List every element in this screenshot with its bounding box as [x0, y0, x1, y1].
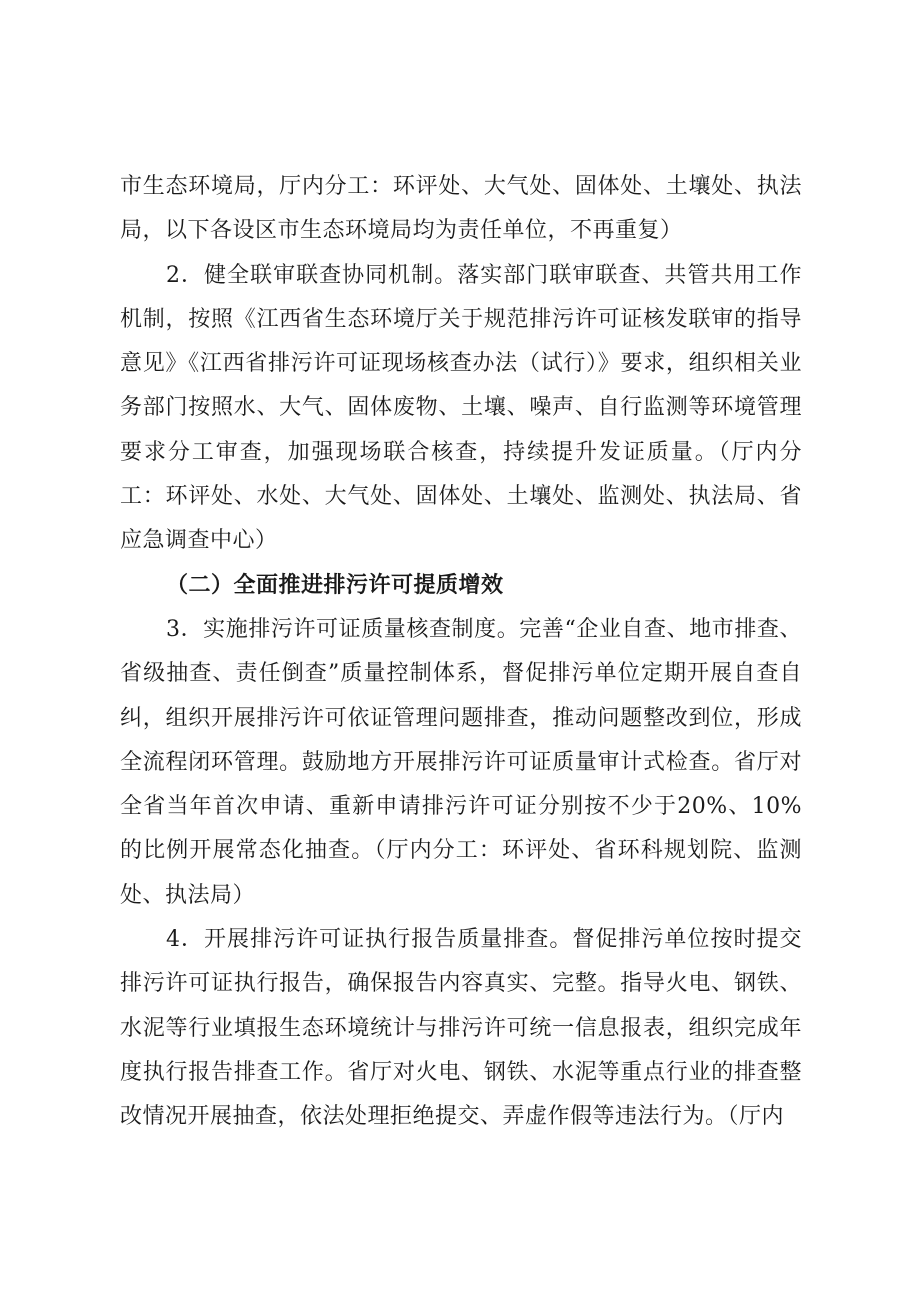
paragraph-item-4: 4．开展排污许可证执行报告质量排查。督促排污单位按时提交排污许可证执行报告，确保报告内容真实、完整。指导火电、钢铁、水泥等行业填报生态环境统计与排污许可统一信息报表，组织完成年度执行报告排查工作。省厅对火电、钢铁、水泥等重点行业的排查整改情况开展抽查，依法处理拒绝提交、弄虚作假等违法行为。（厅内 — [120, 927, 802, 1130]
paragraph-item-3: 3．实施排污许可证质量核查制度。完善“企业自查、地市排查、省级抽查、责任倒查”质量控制体系，督促排污单位定期开展自查自纠，组织开展排污许可依证管理问题排查，推动问题整改到位，形成全流程闭环管理。鼓励地方开展排污许可证质量审计式检查。省厅对全省当年首次申请、重新申请排污许可证分别按不少于20%、10%的比例开展常态化抽查。（厅内分工：环评处、省环科规划院、监测处、执法局） — [120, 616, 802, 908]
section-heading: （二）全面推进排污许可提质增效 — [166, 572, 504, 598]
paragraph-continuation: 市生态环境局，厅内分工：环评处、大气处、固体处、土壤处、执法局，以下各设区市生态环境局均为责任单位，不再重复） — [120, 174, 802, 244]
paragraph-item-2: 2．健全联审联查协同机制。落实部门联审联查、共管共用工作机制，按照《江西省生态环境厅关于规范排污许可证核发联审的指导意见》《江西省排污许可证现场核查办法（试行）》要求，组织相关业务部门按照水、大气、固体废物、土壤、噪声、自行监测等环境管理要求分工审查，加强现场联合核查，持续提升发证质量。（厅内分工：环评处、水处、大气处、固体处、土壤处、监测处、执法局、省应急调查中心） — [120, 262, 802, 554]
document-body — [120, 165, 802, 1140]
